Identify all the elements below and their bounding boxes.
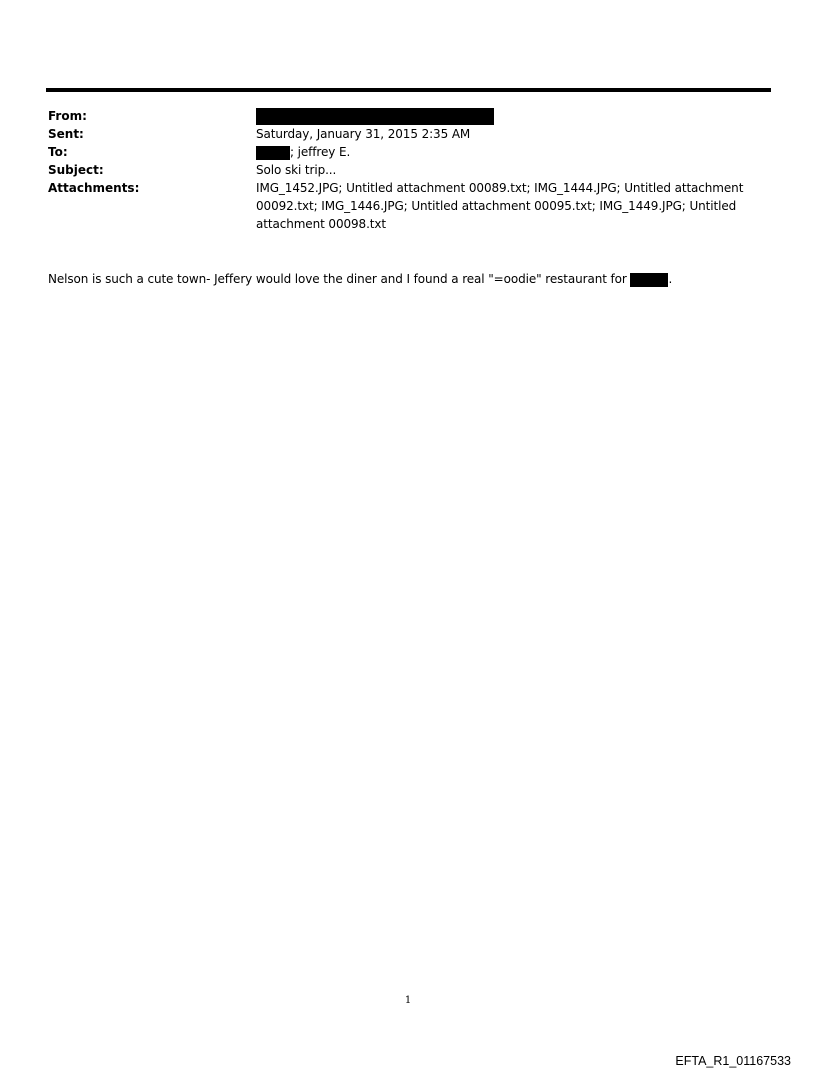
page-number: 1 (404, 995, 412, 1006)
redaction-block (256, 108, 494, 125)
body-text-start: Nelson is such a cute town- Jeffery would love the diner and I found a real "=oodie" restaurant for (48, 272, 631, 286)
attachments-row (48, 179, 768, 233)
body-text-end: . (668, 272, 673, 286)
attachments-label: Attachments: (48, 181, 140, 195)
sent-value: Saturday, January 31, 2015 2:35 AM (256, 127, 471, 141)
subject-row (48, 161, 768, 179)
subject-value: Solo ski trip... (256, 163, 337, 177)
sent-row (48, 125, 768, 143)
document-id: EFTA_R1_01167533 (675, 1054, 791, 1068)
email-body (48, 270, 672, 288)
to-recipient: ; jeffrey E. (290, 145, 351, 159)
redaction-block (256, 146, 290, 160)
redaction-block (630, 273, 668, 287)
to-label: To: (48, 145, 68, 159)
sent-label: Sent: (48, 127, 84, 141)
subject-label: Subject: (48, 163, 104, 177)
email-header (48, 107, 768, 233)
attachments-value: IMG_1452.JPG; Untitled attachment 00089.txt; IMG_1444.JPG; Untitled attachment 00092.txt; IMG_1446.JPG; Untitled attachment 00095.txt; IMG_1449.JPG; Untitled attachment 00098.txt (256, 181, 744, 231)
header-divider (46, 88, 771, 92)
to-value (256, 143, 768, 161)
from-value (256, 107, 768, 125)
to-row (48, 143, 768, 161)
from-row (48, 107, 768, 125)
from-label: From: (48, 109, 87, 123)
